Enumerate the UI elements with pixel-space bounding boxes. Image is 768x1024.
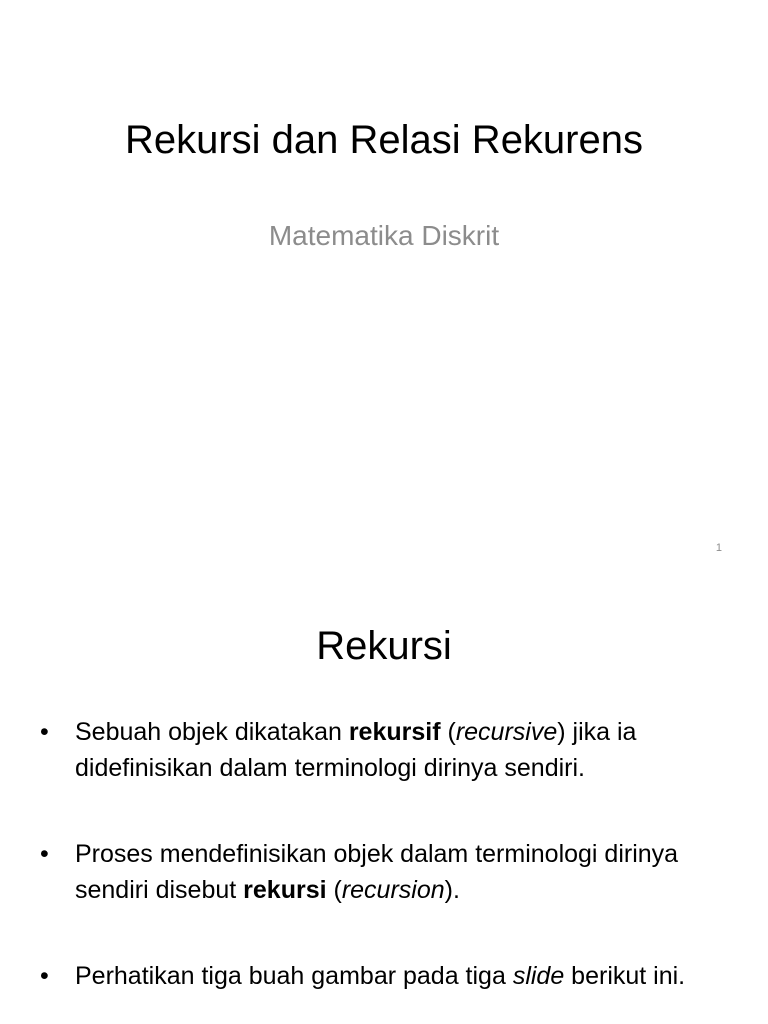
bullet-text: Sebuah objek dikatakan: [75, 718, 349, 746]
bullet-list: [40, 714, 740, 994]
bullet-icon: •: [40, 840, 49, 868]
slide-2: [0, 576, 768, 1024]
slide-2-title: Rekursi: [316, 624, 452, 668]
bullet-text: Proses mendefinisikan objek dalam terminologi dirinya sendiri disebut: [75, 840, 679, 904]
bullet-icon: •: [40, 962, 49, 990]
bullet-italic-term: recursive: [455, 718, 558, 746]
page-number: 1: [715, 542, 722, 554]
slide-1-subtitle: Matematika Diskrit: [268, 220, 500, 251]
bullet-italic-term: recursion: [341, 876, 445, 904]
bullet-text: berikut ini.: [564, 962, 686, 990]
bullet-text: Perhatikan tiga buah gambar pada tiga: [75, 962, 513, 990]
bullet-item-rekursi: [40, 836, 740, 908]
bullet-bold-term: rekursif: [348, 718, 441, 746]
bullet-text: (: [440, 718, 456, 746]
bullet-bold-term: rekursi: [243, 876, 327, 904]
bullet-text: (: [326, 876, 342, 904]
bullet-italic-term: slide: [512, 962, 565, 990]
bullet-icon: •: [40, 718, 49, 746]
bullet-item-gambar: [40, 958, 740, 994]
bullet-text: ) jika ia didefinisikan dalam terminologi dirinya sendiri.: [75, 718, 637, 782]
slide-1-title: Rekursi dan Relasi Rekurens: [124, 118, 643, 162]
bullet-text: ).: [444, 876, 460, 904]
bullet-item-rekursif: [40, 714, 740, 786]
